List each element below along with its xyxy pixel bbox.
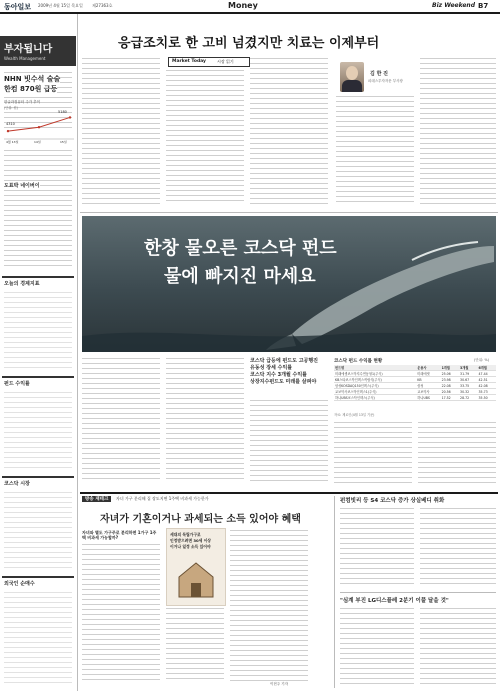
lead-col-3 [250,58,328,208]
table-cell: 교보악사코스닥인덱스1(주식) [334,389,416,395]
chart-x-2: 14일 [34,140,41,144]
bottom-byline: 이현주 기자 [270,682,289,686]
quote-3: 이거나 일정 소득 있어야 [170,544,211,549]
kosdaq-box [2,476,74,574]
fund-box-grid [4,388,72,472]
chart-point [38,126,40,128]
bottom-subhead: 자녀와 별도 가구주로 분리하면 1가구 1주택 비과세 가능할까? [82,530,157,540]
chart-y-top: 5180 [58,110,67,114]
indicator-box [2,276,74,374]
columnist-photo [340,62,364,92]
fund-box [2,376,74,474]
lead-bottom-rule [80,212,498,213]
table-cell: 42.08 [478,383,496,389]
lead-col-5 [420,58,496,208]
feature-headline-1: 한창 물오른 코스닥 펀드 [144,238,337,259]
chart-title: 한글과컴퓨터 주가 추이 [4,100,41,104]
table-cell: 28.72 [459,395,477,401]
chart-y-low: 4310 [6,122,15,126]
brief-1-headline: 펀컴빗리 등 S4 코스닥 증가 상실베디 취화 [340,498,445,504]
feature-headline-2: 물에 빠지진 마세요 [164,266,316,287]
foreign-box [2,576,74,688]
feature-subhead-4: 상장지수펀드도 미래를 살펴야 [250,379,317,385]
bottom-tag-label: 방송 재테크 [82,496,111,502]
nhn-headline-1: NHN 빗수석 술술 [4,75,61,83]
table-cell: 미래에셋코스닥지수연동형1(주식) [334,371,416,377]
sidebar-divider [77,14,78,691]
lead-col-1 [82,58,160,208]
brief-divider [340,592,496,593]
bottom-headline: 자녀가 기혼이거나 과세되는 소득 있어야 혜택 [100,514,301,525]
market-tag-label: Market Today [172,59,206,64]
table-cell: 23.98 [441,377,459,383]
columnist-suit [342,80,362,92]
fund-table-title: 코스닥 펀드 수익률 현황 [334,359,383,364]
lead-col-2 [166,70,244,208]
brief-2-headline: "심계 부진 LG디스플레 2분기 이풀 달을 것" [340,598,449,604]
feature-col-3 [250,400,328,488]
table-cell: 30.32 [459,389,477,395]
table-cell: 20.56 [441,389,459,395]
masthead-date: 2009년 4월 15일 목요일 [38,3,83,8]
table-header-cell: 펀드명 [334,365,416,371]
chart-x-3: 15일 [60,140,67,144]
table-cell: 하나UBS코스닥인덱스(주식) [334,395,416,401]
brief-2-col-1 [340,608,414,688]
foreign-box-grid [4,588,72,684]
brief-1-col-1 [340,508,414,588]
table-cell: 삼성 [416,383,440,389]
chart-x-1: 4월 13일 [6,140,19,144]
stock-chart-svg [4,110,74,142]
chart-unit: (단위: 원) [4,106,18,110]
weekend-label: Biz Weekend [432,2,475,9]
lead-col-4 [336,96,414,208]
bottom-col-2 [166,608,224,688]
columnist-name: 김 한 진 [370,71,388,77]
bottom-col-3 [230,530,308,688]
table-cell: 삼성KOSDAQ150인덱스(주식) [334,383,416,389]
table-cell: 35.50 [478,395,496,401]
table-cell: 31.79 [459,371,477,377]
quote-2: 인정받으려면 30세 이상 [170,538,211,543]
table-cell: 42.51 [478,377,496,383]
table-cell: 35.73 [478,389,496,395]
chart-series-line [8,117,70,131]
brief-1-col-2 [420,508,496,588]
page-number: B7 [478,2,489,10]
columnist-face [346,66,358,80]
table-cell: 하나UBS [416,395,440,401]
stock-chart [4,100,74,146]
brief-2-col-2 [420,608,496,688]
chart-point [7,130,9,132]
sidebar-body-text [4,150,72,270]
indicator-box-title: 오늘의 경제지표 [4,281,40,287]
fund-table-unit: (단위: %) [474,358,490,362]
feature-subhead-3: 코스닥 지수 3개월 수익률 [250,372,308,378]
sidebar [0,14,76,691]
table-row [334,395,496,401]
bottom-col-1 [82,544,160,689]
dollar-headline: 도표박 네이버이 [4,183,40,189]
columnist-title: 피데스투자자문 부사장 [368,79,403,83]
fund-table-block [334,358,496,418]
market-tag [168,57,250,67]
section-label: Money [228,1,258,10]
bottom-right-divider [334,496,335,688]
feature-col-1 [82,358,160,488]
table-header-cell: 6개월 [478,365,496,371]
table-cell: KB스타코스닥인덱스적립식(주식) [334,377,416,383]
masthead-issue: 제27363호 [92,3,113,8]
lead-headline: 응급조치로 한 고비 넘겼지만 치료는 이제부터 [118,36,380,51]
sidebar-subtitle: Wealth Management [4,56,46,61]
table-cell: 17.52 [441,395,459,401]
table-cell: KB [416,377,440,383]
table-header-cell: 3개월 [459,365,477,371]
bottom-tag [82,496,342,504]
feature-col-2 [166,358,244,488]
feature-subhead-1: 코스닥 급등에 펀드도 고공행진 [250,358,319,364]
nhn-headline-2: 한컴 870원 급등 [4,85,58,93]
table-header-cell: 운용사 [416,365,440,371]
paper-logo: 동아일보 [4,3,32,11]
feature-col-5 [418,422,496,488]
foreign-box-title: 외국인 순매수 [4,581,35,587]
fund-table-source: 자료: 제로인(4월 13일 기준) [334,413,375,417]
quote-1: 세대의 독립가구로 [170,532,201,537]
table-cell: 교보악사 [416,389,440,395]
table-cell: 30.67 [459,377,477,383]
feature-photo [82,216,496,352]
table-cell: 22.08 [441,383,459,389]
table-cell: 미래에셋 [416,371,440,377]
table-header-cell: 1개월 [441,365,459,371]
house-icon [175,559,217,599]
kosdaq-box-title: 코스닥 시장 [4,481,30,487]
feature-subhead-2: 유동성 장세 수익률 [250,365,293,371]
fund-table [334,365,496,401]
feature-col-4 [334,422,412,488]
table-cell: 47.44 [478,371,496,377]
bottom-tag-sub: 자녀 가구 분리해 집 장도지면 1주택 비과세 가능한가 [116,496,209,501]
fund-box-title: 펀드 수익률 [4,381,30,387]
bottom-section-rule [80,492,498,494]
table-cell: 33.75 [459,383,477,389]
kosdaq-box-grid [4,488,72,572]
bottom-illustration [166,528,226,606]
sidebar-title-bar [0,36,76,66]
chart-point [69,116,71,118]
table-cell: 25.06 [441,371,459,377]
indicator-box-grid [4,288,72,372]
feature-subhead-block [250,358,328,398]
sidebar-title: 부자됩니다 [4,44,53,55]
market-tag-sub: 시장 읽기 [217,59,234,64]
